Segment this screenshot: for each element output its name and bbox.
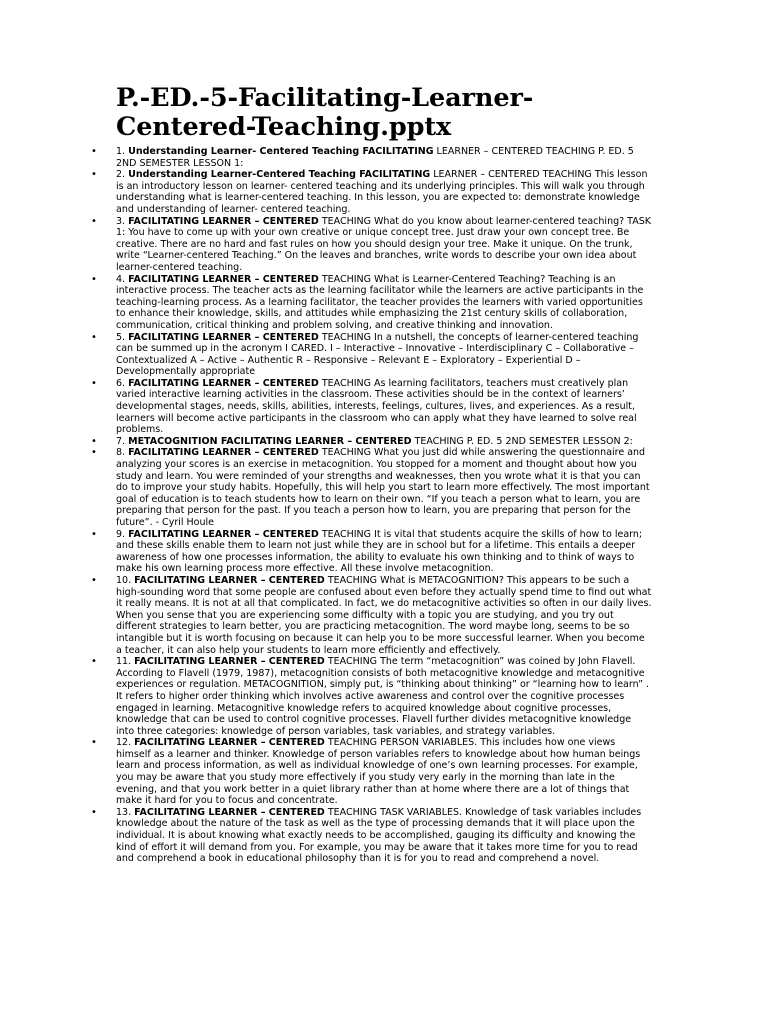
item-text: TEACHING What is METACOGNITION? This appears to be such a high-sounding word that some people are confused about even before they actually spend time to find out what it really means. It is not at all that complicated. In fact, we do metacognitive activities so often in our daily lives. When you sense that you are experiencing some difficulty with a topic you are studying, and you try out different strategies to learn better, you are practicing metacognition. The word maybe long, seems to be so intangible but it is worth focusing on because it can help you to be more successful learner. When you become a teacher, it can also help your students to learn more efficiently and effectively.: [116, 574, 652, 656]
item-number: 8.: [116, 447, 126, 459]
list-item: [116, 378, 652, 436]
slide-list: [116, 146, 652, 865]
item-text: TEACHING In a nutshell, the concepts of learner-centered teaching can be summed up in the acronym I CARED. I – Interactive – Innovative – Interdisciplinary C – Collaborative – Contextualized A – Active – Authentic R – Responsive – Relevant E – Exploratory – Experiential D – Developmentally appropriate: [116, 331, 639, 378]
item-heading: FACILITATING LEARNER – CENTERED: [134, 737, 325, 749]
item-text: TEACHING P. ED. 5 2ND SEMESTER LESSON 2:: [414, 435, 633, 447]
list-item: [116, 436, 652, 448]
item-number: 13.: [116, 806, 132, 818]
item-number: 2.: [116, 169, 126, 181]
item-text: LEARNER – CENTERED TEACHING This lesson is an introductory lesson on learner- centered teaching and its underlying principles. This will walk you through understanding what is learner-centered teaching. In this lesson, you are expected to: demonstrate knowledge and understanding of learner- centered teaching.: [116, 169, 648, 215]
list-item: [116, 332, 652, 378]
item-number: 10.: [116, 574, 132, 586]
list-item: [116, 529, 652, 575]
item-heading: FACILITATING LEARNER – CENTERED: [128, 331, 319, 343]
item-number: 12.: [116, 737, 132, 749]
item-text: LEARNER – CENTERED TEACHING P. ED. 5 2ND SEMESTER LESSON 1:: [116, 146, 634, 169]
item-number: 11.: [116, 656, 132, 668]
item-heading: FACILITATING LEARNER – CENTERED: [128, 273, 319, 285]
list-item: [116, 216, 652, 274]
item-number: 9.: [116, 528, 126, 540]
item-text: TEACHING PERSON VARIABLES. This includes how one views himself as a learner and thinker. Knowledge of person variables refers to knowledge about how human beings learn and process information, as well as individual knowledge of one’s own learning processes. For example, you may be aware that you study more effectively if you study very early in the morning than late in the evening, and that you work better in a quiet library rather than at home where there are a lot of things that make it hard for you to focus and concentrate.: [116, 737, 641, 807]
item-text: TEACHING TASK VARIABLES. Knowledge of task variables includes knowledge about the nature of the task as well as the type of processing demands that it will place upon the individual. It is about knowing what exactly needs to be accomplished, gauging its difficulty and knowing the kind of effort it will demand from you. For example, you may be aware that it takes more time for you to read and comprehend a book in educational philosophy than it is for you to read and comprehend a novel.: [116, 806, 642, 865]
item-heading: FACILITATING LEARNER – CENTERED: [134, 656, 325, 668]
item-heading: FACILITATING LEARNER – CENTERED: [134, 806, 325, 818]
item-text: TEACHING What you just did while answering the questionnaire and analyzing your scores is an exercise in metacognition. You stopped for a moment and thought about how you study and learn. You were reminded of your strengths and weaknesses, then you wrote what it is that you can do to improve your study habits. Hopefully, this will help you start to learn more effectively. The most important goal of education is to teach students how to learn on their own. “If you teach a person what to learn, you are preparing that person for the past. If you teach a person how to learn, you are preparing that person for the future”. - Cyril Houle: [116, 447, 650, 528]
item-number: 6.: [116, 377, 126, 389]
item-text: TEACHING What do you know about learner-centered teaching? TASK 1: You have to come up with your own creative or unique concept tree. Just draw your own concept tree. Be creative. There are no hard and fast rules on how you should design your tree. Make it unique. On the trunk, write “Learner-centered Teaching.” On the leaves and branches, write words to describe your own idea about learner-centered teaching.: [116, 215, 652, 273]
item-heading: FACILITATING LEARNER – CENTERED: [134, 574, 325, 586]
document-title: P.-ED.-5-Facilitating-Learner-Centered-Teaching.pptx: [116, 83, 534, 142]
item-heading: METACOGNITION FACILITATING LEARNER – CENTERED: [128, 435, 412, 447]
list-item: [116, 656, 652, 737]
item-number: 3.: [116, 215, 126, 227]
item-text: TEACHING As learning facilitators, teachers must creatively plan varied interactive learning activities in the classroom. These activities should be in the context of learners’ developmental stages, needs, skills, abilities, interests, feelings, cultures, lives, and experiences. As a result, learners will become active participants in the classroom who can apply what they have learned to solve real problems.: [116, 377, 637, 436]
list-item: [116, 146, 652, 169]
item-number: 7.: [116, 435, 126, 447]
item-text: TEACHING The term “metacognition” was coined by John Flavell. According to Flavell (1979, 1987), metacognition consists of both metacognitive knowledge and metacognitive experiences or regulation. METACOGNITION, simply put, is “thinking about thinking” or “learning how to learn” . It refers to higher order thinking which involves active awareness and control over the cognitive processes engaged in learning. Metacognitive knowledge refers to acquired knowledge about cognitive processes, knowledge that can be used to control cognitive processes. Flavell further divides metacognitive knowledge into three categories: knowledge of person variables, task variables, and strategy variables.: [116, 656, 650, 737]
item-heading: Understanding Learner- Centered Teaching FACILITATING: [128, 146, 434, 157]
list-item: [116, 737, 652, 807]
item-heading: Understanding Learner-Centered Teaching FACILITATING: [128, 169, 431, 181]
document-page: [116, 84, 652, 865]
item-number: 4.: [116, 273, 126, 285]
list-item: [116, 575, 652, 656]
list-item: [116, 274, 652, 332]
item-number: 5.: [116, 331, 126, 343]
item-heading: FACILITATING LEARNER – CENTERED: [128, 215, 319, 227]
list-item: [116, 807, 652, 865]
item-text: TEACHING What is Learner-Centered Teaching? Teaching is an interactive process. The teacher acts as the learning facilitator while the learners are active participants in the teaching-learning process. As a learning facilitator, the teacher provides the learners with varied opportunities to enhance their knowledge, skills, and attitudes while emphasizing the 21st century skills of collaboration, communication, critical thinking and problem solving, and creative thinking and innovation.: [116, 273, 644, 331]
item-heading: FACILITATING LEARNER – CENTERED: [128, 447, 319, 459]
list-item: [116, 447, 652, 528]
item-heading: FACILITATING LEARNER – CENTERED: [128, 377, 319, 389]
item-text: TEACHING It is vital that students acquire the skills of how to learn; and these skills enable them to learn not just while they are in school but for a lifetime. This entails a deeper awareness of how one processes information, the ability to evaluate his own thinking and to think of ways to make his own learning process more effective. All these involve metacognition.: [116, 528, 643, 575]
item-heading: FACILITATING LEARNER – CENTERED: [128, 528, 319, 540]
item-number: 1.: [116, 146, 126, 157]
list-item: [116, 169, 652, 215]
